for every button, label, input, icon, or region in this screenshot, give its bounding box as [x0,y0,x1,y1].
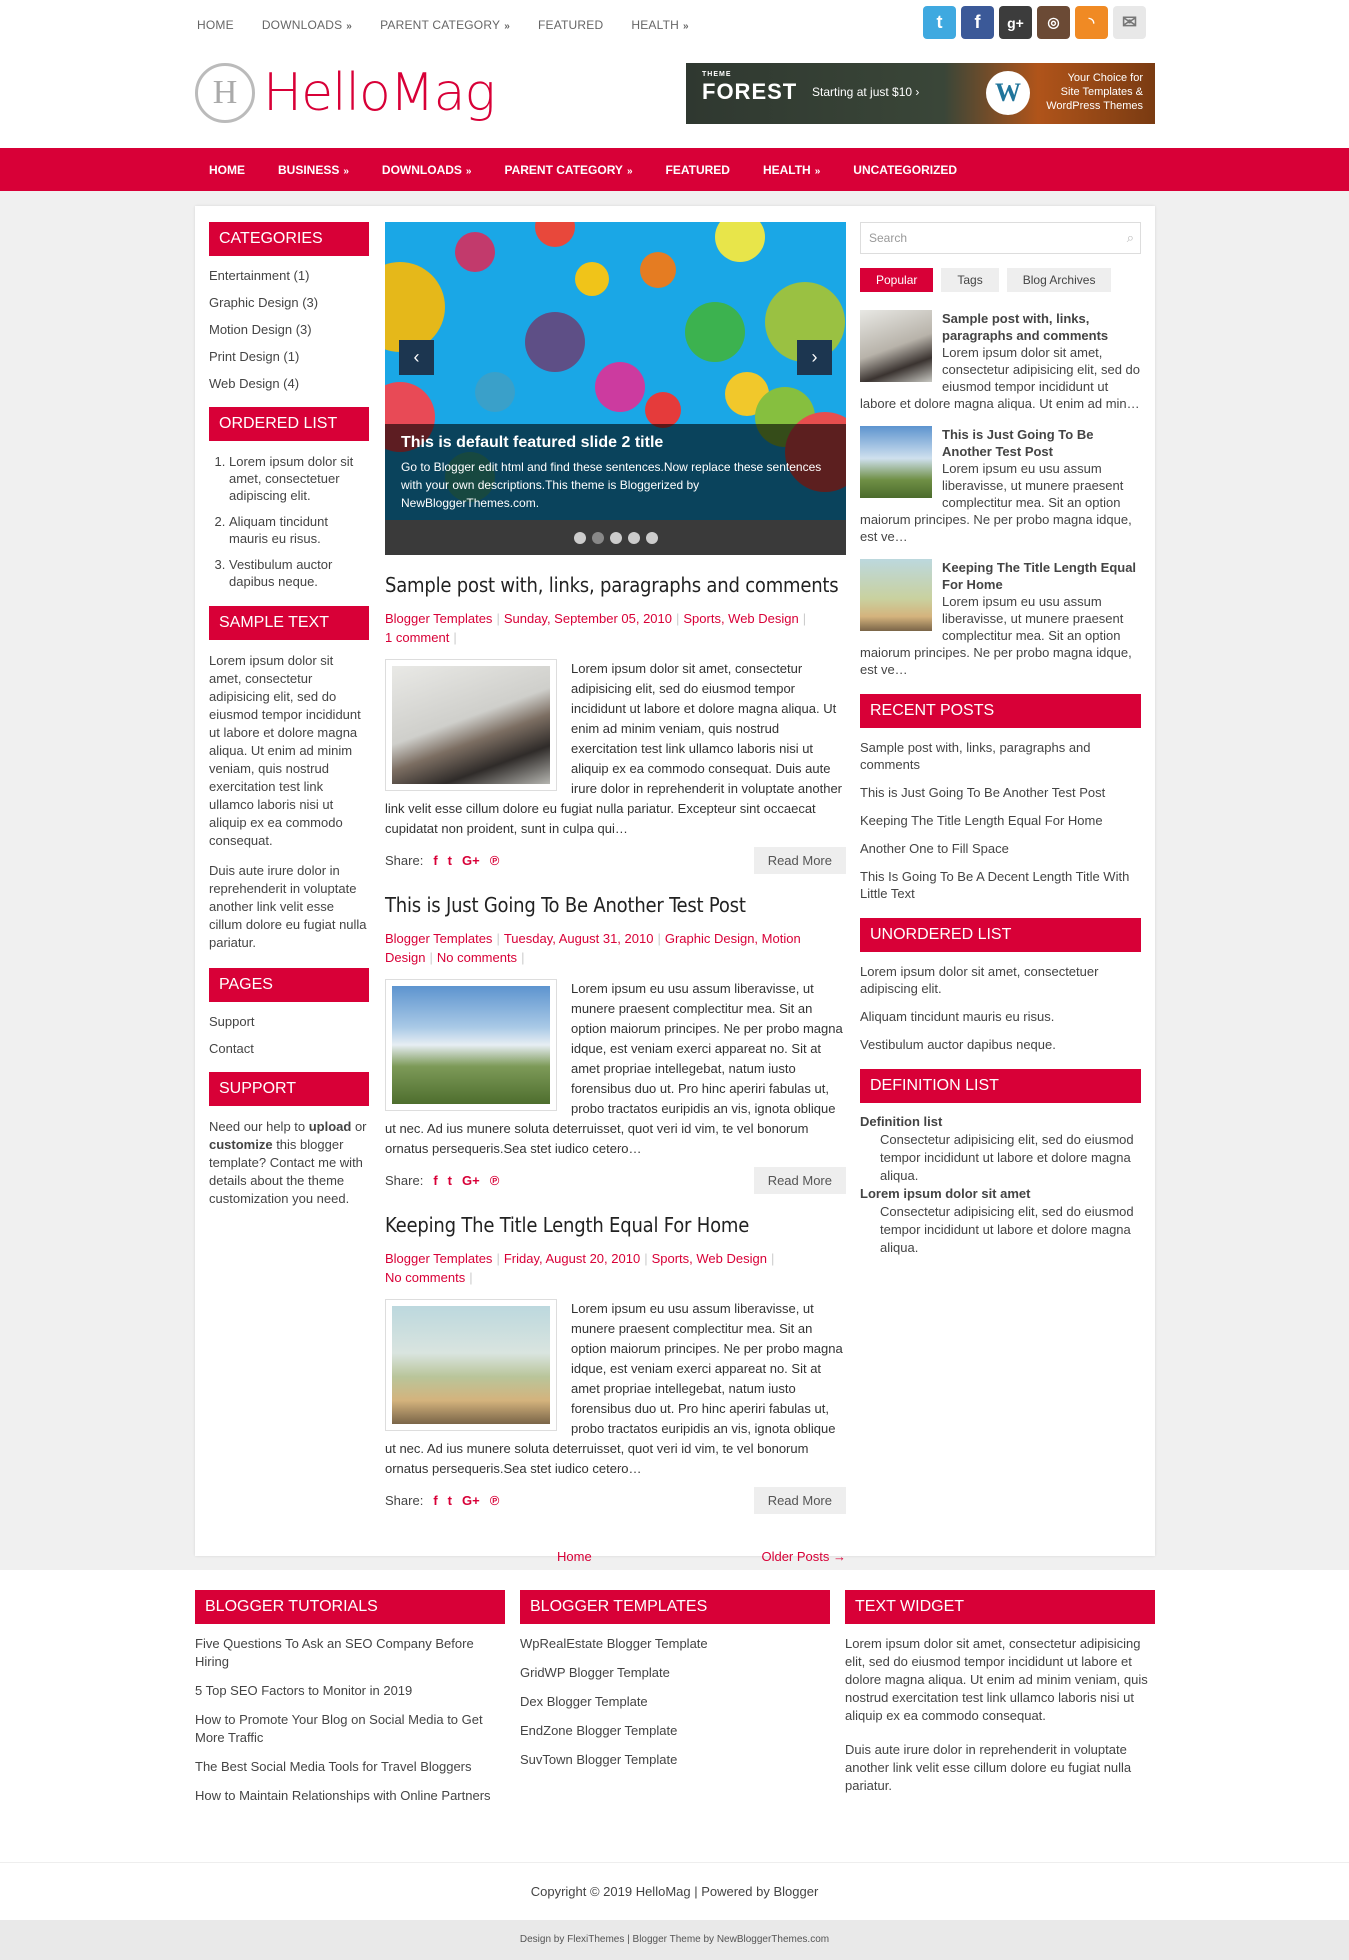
footer-link[interactable]: Dex Blogger Template [520,1694,648,1709]
pages-widget [209,968,369,1056]
content-area [195,206,1155,1564]
main-nav-business[interactable]: BUSINESS » [278,162,349,177]
category-link[interactable]: Motion Design (3) [209,322,312,337]
post-labels[interactable]: Graphic Design, Motion Design [385,931,801,965]
list-item: 3. Vestibulum auctor dapibus neque. [229,556,369,590]
unordered-list-widget [860,918,1141,1053]
google-plus-icon[interactable]: G+ [462,852,480,868]
rss-icon[interactable]: ◝ [1075,6,1108,39]
ad-brand: THEME FOREST [702,71,798,104]
search-input[interactable]: Search ⌕ [860,222,1141,254]
popular-post-text: Lorem ipsum eu usu assum liberavisse, ut munere praesent complectitur mea. Sit an option maiorum principes. Ne per probo magna idque, est ve… [860,594,1132,677]
read-more-button[interactable]: Read More [754,847,846,874]
twitter-icon[interactable]: t [447,852,452,868]
slider-dot[interactable] [574,532,586,544]
top-nav-featured[interactable]: FEATURED [537,18,604,32]
post-excerpt: Lorem ipsum eu usu assum liberavisse, ut munere praesent complectitur mea. Sit an option maiorum principes. Ne per probo magna idque, est veniam exerci appareat no. Sit at amet propriae intellegebat, natum iusto forensibus duo ut. Pro hinc aperiri fabulas ut, probo tractatos euripidis an vis, ignota oblique ut nec. Ad ius munere soluta deterruisset, quot veri id vim, te vel bonorum ornatus persequeris.Sea stet iudico cetero… [385,1301,843,1476]
post-comments[interactable]: No comments [436,950,518,965]
search-icon[interactable]: ⌕ [1126,230,1134,245]
post-title[interactable]: Keeping The Title Length Equal For Home [385,1213,750,1237]
list-item: 2. Aliquam tincidunt mauris eu risus. [229,513,369,547]
featured-slider[interactable] [385,222,846,555]
post-meta: Blogger Templates | Sunday, September 05, 2010 | Sports, Web Design | 1 comment | [385,611,807,645]
widget-title: SAMPLE TEXT [209,606,369,640]
main-nav-featured[interactable]: FEATURED [665,162,730,177]
sample-text-widget [209,606,369,952]
definition-term: Lorem ipsum dolor sit amet [860,1186,1031,1201]
ad-tagline: Your Choice for Site Templates & WordPress Themes [1046,72,1143,112]
post-body [385,1299,846,1479]
slider-next-arrow[interactable]: › [797,340,832,375]
post-title[interactable]: This is Just Going To Be Another Test Post [385,893,746,917]
sample-text: Duis aute irure dolor in reprehenderit in voluptate another link velit esse cillum dolore eu fugiat nulla pariatur. [209,863,367,950]
post-date[interactable]: Friday, August 20, 2010 [503,1251,641,1266]
share-label: Share: [385,1172,424,1188]
footer-link[interactable]: EndZone Blogger Template [520,1723,678,1738]
share-label: Share: [385,852,424,868]
ordered-list-widget [209,407,369,590]
main-column [385,222,846,1564]
footer-text: Lorem ipsum dolor sit amet, consectetur adipisicing elit, sed do eiusmod tempor incididunt ut labore et dolore magna aliqua. Ut enim ad minim veniam, quis nostrud exercitation test link ullamco laboris nisi ut aliquip ex ea commodo consequat. [845,1636,1148,1723]
twitter-icon[interactable]: t [923,6,956,39]
popular-post-item [860,426,1141,545]
post [385,573,846,875]
footer-link[interactable]: How to Promote Your Blog on Social Media to Get More Traffic [195,1712,483,1745]
facebook-icon[interactable]: f [433,1492,438,1508]
category-link[interactable]: Print Design (1) [209,349,300,364]
share-row [385,1485,846,1515]
popular-post-thumbnail[interactable] [860,426,932,498]
pinterest-icon[interactable]: ℗ [489,852,500,868]
top-nav-home[interactable]: HOME [197,18,234,32]
post-labels[interactable]: Sports, Web Design [651,1251,767,1266]
footer-link[interactable]: GridWP Blogger Template [520,1665,670,1680]
definition-list-widget [860,1069,1141,1257]
sidebar-tabs [860,268,1141,292]
post-author[interactable]: Blogger Templates [385,611,493,626]
top-nav-health[interactable]: HEALTH » [631,18,689,32]
pinterest-icon[interactable]: ℗ [489,1172,500,1188]
twitter-icon[interactable]: t [447,1172,452,1188]
pinterest-icon[interactable]: ℗ [489,1492,500,1508]
category-link[interactable]: Entertainment (1) [209,268,310,283]
widget-title: PAGES [209,968,369,1002]
page-link-contact[interactable]: Contact [209,1041,254,1056]
chevron-right-icon: » [626,165,633,177]
footer-link[interactable]: 5 Top SEO Factors to Monitor in 2019 [195,1683,413,1698]
post-excerpt: Lorem ipsum dolor sit amet, consectetur adipisicing elit, sed do eiusmod tempor incididunt ut labore et dolore magna aliqua. Ut enim ad minim veniam, quis nostrud exercitation test link ullamco laboris nisi ut aliquip ex ea commodo consequat. Duis aute irure dolor in reprehenderit in voluptate another link velit esse cillum dolore eu fugiat nulla pariatur. Excepteur sint occaecat cupidatat non proident, sunt in culpa qui… [385,661,843,836]
footer-widgets [0,1570,1349,1863]
main-nav [0,148,1349,191]
definition-desc: Consectetur adipisicing elit, sed do eiusmod tempor incididunt ut labore et dolore magna aliqua. [880,1204,1134,1255]
list-item: 1. Lorem ipsum dolor sit amet, consectetuer adipiscing elit. [229,453,369,504]
popular-post-thumbnail[interactable] [860,310,932,382]
list-item: Lorem ipsum dolor sit amet, consectetuer adipiscing elit. [860,964,1099,996]
popular-post-title[interactable]: This is Just Going To Be Another Test Post [942,427,1094,459]
post-comments[interactable]: No comments [385,1270,466,1285]
slider-dot[interactable] [628,532,640,544]
support-widget [209,1072,369,1208]
footer-text: Duis aute irure dolor in reprehenderit in voluptate another link velit esse cillum dolore eu fugiat nulla pariatur. [845,1742,1132,1793]
popular-post-thumbnail[interactable] [860,559,932,631]
popular-post-title[interactable]: Keeping The Title Length Equal For Home [942,560,1137,592]
widget-title: SUPPORT [209,1072,369,1106]
post-labels[interactable]: Sports, Web Design [683,611,799,626]
instagram-icon[interactable]: ◎ [1037,6,1070,39]
credit-bar: Design by FlexiThemes | Blogger Theme by NewBloggerThemes.com [0,1920,1349,1960]
slider-dot-active[interactable] [592,532,604,544]
main-nav-health[interactable]: HEALTH » [762,162,821,177]
main-nav-home[interactable]: HOME [209,162,245,177]
popular-posts [860,310,1141,678]
footer-col-templates [520,1590,830,1780]
read-more-button[interactable]: Read More [754,1487,846,1514]
right-sidebar [860,222,1141,1257]
top-header [0,0,1349,148]
slider-pagination [385,520,846,555]
logo-mark: H [195,63,255,123]
post-comments[interactable]: 1 comment [385,630,450,645]
older-posts-link[interactable]: Older Posts → [761,1549,846,1564]
sample-text: Lorem ipsum dolor sit amet, consectetur adipisicing elit, sed do eiusmod tempor incididunt ut labore et dolore magna aliqua. Ut enim ad minim veniam, quis nostrud exercitation test link ullamco laboris nisi ut aliquip ex ea commodo consequat. [209,653,361,848]
slide-title[interactable]: This is default featured slide 2 title [401,434,664,451]
post-meta: Blogger Templates | Friday, August 20, 2010 | Sports, Web Design | No comments | [385,1251,775,1285]
top-nav-parent-category[interactable]: PARENT CATEGORY » [380,18,510,32]
recent-posts-widget [860,694,1141,902]
page-link-support[interactable]: Support [209,1014,255,1029]
post [385,1213,846,1515]
definition-term: Definition list [860,1114,943,1129]
main-nav-uncategorized[interactable]: UNCATEGORIZED [853,162,958,177]
post [385,893,846,1195]
themeforest-banner[interactable] [686,63,1155,124]
recent-post-link[interactable]: Sample post with, links, paragraphs and comments [860,740,1091,772]
support-text: Need our help to upload or customize this blogger template? Contact me with details about the theme customization you need. [209,1119,367,1206]
google-plus-icon[interactable]: G+ [462,1172,480,1188]
list-item: Aliquam tincidunt mauris eu risus. [860,1009,1055,1024]
footer-col-text [845,1590,1155,1806]
share-row [385,1165,846,1195]
google-plus-icon[interactable]: G+ [462,1492,480,1508]
footer-link[interactable]: The Best Social Media Tools for Travel Bloggers [195,1759,472,1774]
wordpress-icon: W [986,71,1030,115]
categories-widget [209,222,369,391]
slide-text: Go to Blogger edit html and find these sentences.Now replace these sentences with your own descriptions.This theme is Bloggerized by NewBloggerThemes.com. [401,460,822,510]
social-icons [923,6,1151,39]
post-excerpt: Lorem ipsum eu usu assum liberavisse, ut munere praesent complectitur mea. Sit an option maiorum principes. Ne per probo magna idque, est veniam exerci appareat no. Sit at amet propriae intellegebat, natum iusto forensibus duo ut. Pro hinc aperiri fabulas ut, probo tractatos euripidis an vis, ignota oblique ut nec. Ad ius munere soluta deterruisset, quot veri id vim, te vel bonorum ornatus persequeris.Sea stet iudico cetero… [385,981,843,1156]
widget-title: CATEGORIES [209,222,369,256]
list-item: Vestibulum auctor dapibus neque. [860,1037,1056,1052]
footer-link[interactable]: Five Questions To Ask an SEO Company Before Hiring [195,1636,474,1669]
recent-post-link[interactable]: Keeping The Title Length Equal For Home [860,813,1103,828]
share-label: Share: [385,1492,424,1508]
definition-desc: Consectetur adipisicing elit, sed do eiusmod tempor incididunt ut labore et dolore magna aliqua. [880,1132,1134,1183]
share-row [385,845,846,875]
footer-link[interactable]: How to Maintain Relationships with Online Partners [195,1788,491,1803]
recent-post-link[interactable]: This is Just Going To Be Another Test Post [860,785,1106,800]
widget-title: DEFINITION LIST [860,1069,1141,1103]
post-thumbnail[interactable] [385,659,557,791]
facebook-icon[interactable]: f [961,6,994,39]
widget-title: BLOGGER TEMPLATES [520,1590,830,1624]
slide-caption [385,424,846,520]
widget-title: ORDERED LIST [209,407,369,441]
facebook-icon[interactable]: f [433,852,438,868]
post-body [385,979,846,1159]
chevron-right-icon: » [465,165,472,177]
facebook-icon[interactable]: f [433,1172,438,1188]
pager [385,1549,846,1564]
footer-link[interactable]: WpRealEstate Blogger Template [520,1636,708,1651]
main-nav-parent-category[interactable]: PARENT CATEGORY » [504,162,633,177]
left-sidebar [209,222,369,1224]
google-plus-icon[interactable]: g+ [999,6,1032,39]
site-logo[interactable] [195,63,495,123]
copyright-bar: Copyright © 2019 HelloMag | Powered by Blogger [0,1862,1349,1920]
post-body [385,659,846,839]
popular-post-item [860,310,1141,412]
email-icon[interactable]: ✉ [1113,6,1146,39]
popular-post-text: Lorem ipsum eu usu assum liberavisse, ut munere praesent complectitur mea. Sit an option maiorum principes. Ne per probo magna idque, est ve… [860,461,1132,544]
post-date[interactable]: Tuesday, August 31, 2010 [503,931,654,946]
widget-title: UNORDERED LIST [860,918,1141,952]
twitter-icon[interactable]: t [447,1492,452,1508]
recent-post-link[interactable]: Another One to Fill Space [860,841,1009,856]
popular-post-title[interactable]: Sample post with, links, paragraphs and comments [942,311,1109,343]
widget-title: BLOGGER TUTORIALS [195,1590,505,1624]
post-author[interactable]: Blogger Templates [385,1251,493,1266]
popular-post-item [860,559,1141,678]
top-nav [197,18,717,32]
post-author[interactable]: Blogger Templates [385,931,493,946]
footer-link[interactable]: SuvTown Blogger Template [520,1752,678,1767]
tab-tags[interactable]: Tags [941,268,998,292]
post-title[interactable]: Sample post with, links, paragraphs and comments [385,573,839,597]
widget-title: RECENT POSTS [860,694,1141,728]
category-link[interactable]: Web Design (4) [209,376,300,391]
category-link[interactable]: Graphic Design (3) [209,295,319,310]
tab-blog-archives[interactable]: Blog Archives [1007,268,1112,292]
post-meta: Blogger Templates | Tuesday, August 31, 2010 | Graphic Design, Motion Design | No comments | [385,931,801,965]
slider-prev-arrow[interactable]: ‹ [399,340,434,375]
ad-offer: Starting at just $10 › [812,85,920,99]
logo-text: HelloMag [263,63,495,123]
post-date[interactable]: Sunday, September 05, 2010 [503,611,672,626]
chevron-right-icon: » [504,21,510,32]
home-link[interactable]: Home [557,1549,592,1564]
chevron-right-icon: » [343,165,349,177]
recent-post-link[interactable]: This Is Going To Be A Decent Length Title With Little Text [860,869,1130,901]
top-nav-downloads[interactable]: DOWNLOADS » [261,18,353,32]
tab-popular[interactable]: Popular [860,268,933,292]
footer-col-tutorials [195,1590,505,1816]
slider-dot[interactable] [610,532,622,544]
chevron-right-icon: » [683,21,689,32]
read-more-button[interactable]: Read More [754,1167,846,1194]
main-nav-downloads[interactable]: DOWNLOADS » [381,162,472,177]
slider-dot[interactable] [646,532,658,544]
post-thumbnail[interactable] [385,1299,557,1431]
chevron-right-icon: » [346,21,353,32]
chevron-right-icon: » [814,165,821,177]
widget-title: TEXT WIDGET [845,1590,1155,1624]
popular-post-text: Lorem ipsum dolor sit amet, consectetur adipisicing elit, sed do eiusmod tempor incididunt ut labore et dolore magna aliqua. Ut enim ad min… [860,345,1141,411]
post-thumbnail[interactable] [385,979,557,1111]
